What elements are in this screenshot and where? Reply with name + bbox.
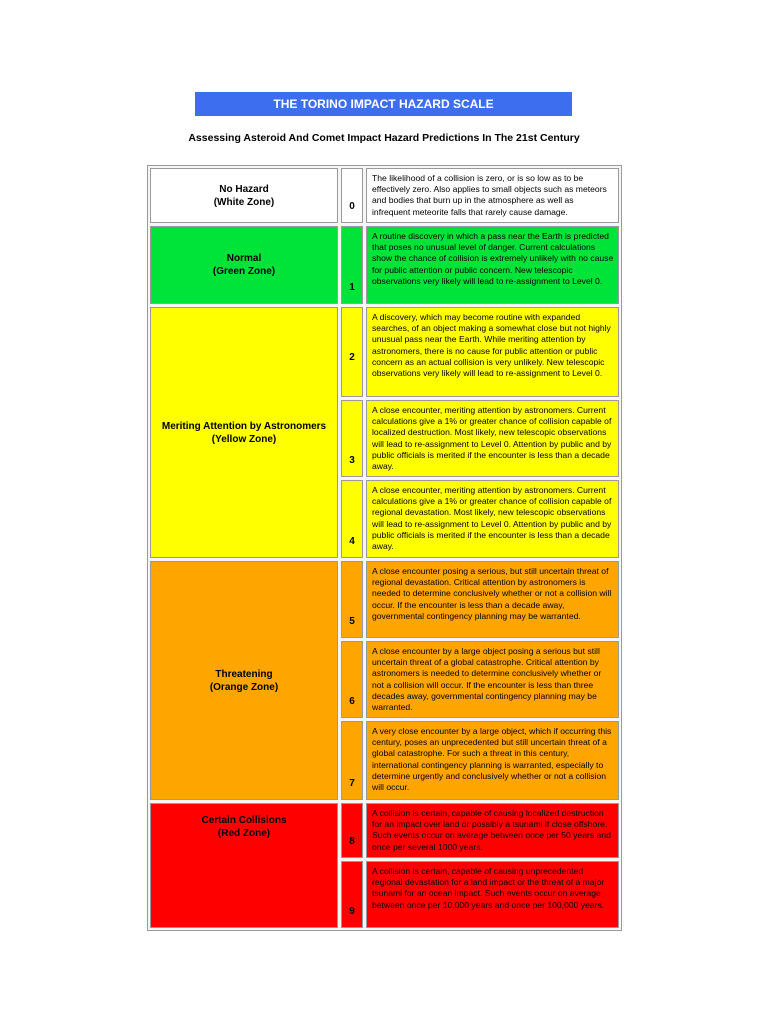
zone-green — [150, 226, 338, 304]
zone-label: (Yellow Zone) — [211, 433, 277, 445]
page-subtitle: Assessing Asteroid And Comet Impact Hazard Predictions In The 21st Century — [188, 132, 580, 144]
level-description: The likelihood of a collision is zero, or is so low as to be effectively zero. Also applies to small objects such as meteors and bodies that burn up in the atmosphere as well as infrequent meteorite falls that rarely cause damage. — [366, 168, 619, 223]
level-description: A collision is certain, capable of causing localized destruction for an impact over land or possibly a tsunami if close offshore. Such events occur on average between once per 50 years and once per several 1000 years. — [366, 803, 619, 858]
level-description: A close encounter, meriting attention by astronomers. Current calculations give a 1% or greater chance of collision capable of localized destruction. Most likely, new telescopic observations will lead to re-assignment to Level 0. Attention by public and by public officials is merited if the encounter is less than a decade away. — [366, 400, 619, 477]
level-number: 5 — [341, 561, 363, 638]
level-description: A discovery, which may become routine with expanded searches, of an object making a somewhat close but not highly unusual pass near the Earth. While meriting attention by astronomers, there is no cause for public attention or public concern as an actual collision is very unlikely. New telescopic observations very likely will lead to re-assignment to Level 0. — [366, 307, 619, 397]
level-description: A close encounter by a large object posing a serious but still uncertain threat of a global catastrophe. Critical attention by astronomers is needed to determine conclusively whether or not a collision will occur. If the encounter is less than three decades away, governmental contingency planning may be warranted. — [366, 641, 619, 718]
zone-yellow — [150, 307, 338, 558]
level-number: 4 — [341, 480, 363, 558]
zone-white — [150, 168, 338, 223]
level-description: A collision is certain, capable of causing unprecedented regional devastation for a land impact or the threat of a major tsunami for an ocean impact. Such events occur on average between once per 10,000 years and once per 100,000 years. — [366, 861, 619, 928]
level-number: 9 — [341, 861, 363, 928]
level-number: 6 — [341, 641, 363, 718]
zone-name: No Hazard — [219, 183, 269, 195]
zone-name: Meriting Attention by Astronomers — [161, 420, 327, 432]
level-number: 2 — [341, 307, 363, 397]
level-description: A routine discovery in which a pass near the Earth is predicted that poses no unusual level of danger. Current calculations show the chance of collision is extremely unlikely with no cause for public attention or public concern. New telescopic observations very likely will lead to re-assignment to Level 0. — [366, 226, 619, 304]
level-number: 1 — [341, 226, 363, 304]
zone-label: (White Zone) — [213, 196, 275, 208]
level-description: A close encounter, meriting attention by astronomers. Current calculations give a 1% or greater chance of collision capable of regional devastation. Most likely, new telescopic observations will lead to re-assignment to Level 0. Attention by public and by public officials is merited if the encounter is less than a decade away. — [366, 480, 619, 558]
level-number: 8 — [341, 803, 363, 858]
level-number: 0 — [341, 168, 363, 223]
zone-name: Certain Collisions — [201, 815, 287, 826]
zone-red — [150, 803, 338, 928]
page-title: THE TORINO IMPACT HAZARD SCALE — [195, 92, 572, 116]
zone-label: (Orange Zone) — [209, 681, 279, 693]
level-description: A very close encounter by a large object, which if occurring this century, poses an unprecedented but still uncertain threat of a global catastrophe. For such a threat in this century, international contingency planning is warranted, especially to determine urgently and conclusively whether or not a collision will occur. — [366, 721, 619, 800]
zone-orange — [150, 561, 338, 800]
zone-label: (Red Zone) — [217, 828, 271, 839]
zone-label: (Green Zone) — [212, 266, 276, 277]
zone-name: Normal — [226, 253, 262, 264]
zone-name: Threatening — [215, 668, 273, 680]
level-number: 7 — [341, 721, 363, 800]
level-number: 3 — [341, 400, 363, 477]
level-description: A close encounter posing a serious, but still uncertain threat of regional devastation. Critical attention by astronomers is needed to determine conclusively whether or not a collision will occur. If the encounter is less than a decade away, governmental contingency planning may be warranted. — [366, 561, 619, 638]
